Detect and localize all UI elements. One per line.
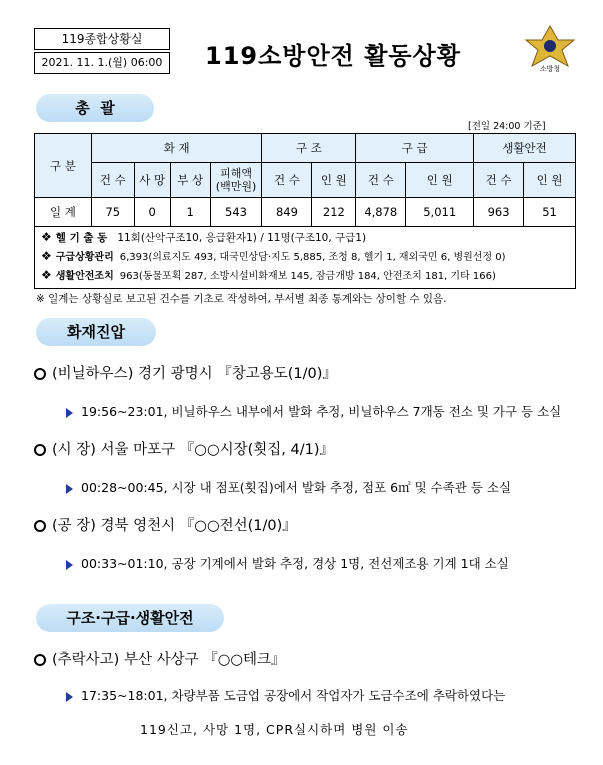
col-rescue: 구 조 [262, 134, 356, 163]
circle-icon [34, 368, 46, 380]
subcol: 인 원 [406, 163, 474, 198]
col-gubun: 구 분 [35, 134, 92, 198]
subcol: 부 상 [170, 163, 210, 198]
circle-icon [34, 444, 46, 456]
subcol: 건 수 [262, 163, 312, 198]
cell: 212 [312, 198, 356, 227]
cell: 4,878 [356, 198, 406, 227]
cell: 849 [262, 198, 312, 227]
agency-logo [520, 22, 580, 74]
cell: 51 [524, 198, 576, 227]
fire-item-1-head: (비닐하우스) 경기 광명시 『창고용도(1/0)』 [34, 362, 337, 383]
col-safety: 생활안전 [474, 134, 576, 163]
fire-item-3-head: (공 장) 경북 영천시 『○○전선(1/0)』 [34, 514, 297, 535]
cell: 1 [170, 198, 210, 227]
triangle-icon [66, 692, 73, 702]
fire-item-2-body: 00:28~00:45, 시장 내 점포(횟집)에서 발화 추정, 점포 6㎡ 및 수족관 등 소실 [66, 478, 511, 496]
subcol: 건 수 [474, 163, 524, 198]
subcol: 피해액 (백만원) [210, 163, 262, 198]
triangle-icon [66, 484, 73, 494]
report-date: 2021. 11. 1.(월) 06:00 [34, 52, 170, 74]
section-rescue-title: 구조·구급·생활안전 [36, 604, 224, 632]
logo-text: 소방청 [539, 65, 561, 73]
fire-item-2-head: (시 장) 서울 마포구 『○○시장(횟집, 4/1)』 [34, 438, 334, 459]
section-summary-title: 총 괄 [36, 94, 154, 122]
circle-icon [34, 654, 46, 666]
cell: 543 [210, 198, 262, 227]
col-fire: 화 재 [91, 134, 262, 163]
cell: 0 [134, 198, 170, 227]
cell: 963 [474, 198, 524, 227]
triangle-icon [66, 408, 73, 418]
rescue-item-1-body-cont: 119신고, 사망 1명, CPR실시하며 병원 이송 [140, 722, 409, 737]
diamond-icon: ❖ [41, 249, 52, 263]
subcol: 사 망 [134, 163, 170, 198]
fire-item-1-body: 19:56~23:01, 비닐하우스 내부에서 발화 추정, 비닐하우스 7개동 전소 및 가구 등 소실 [66, 402, 561, 420]
summary-table [34, 133, 576, 227]
row-label: 일 계 [35, 198, 92, 227]
triangle-icon [66, 560, 73, 570]
rescue-item-1-body: 17:35~18:01, 차량부품 도금업 공장에서 작업자가 도금수조에 추락하였다는 [66, 686, 505, 704]
diamond-icon: ❖ [41, 268, 52, 282]
section-fire-title: 화재진압 [36, 318, 156, 346]
basis-note: [전일 24:00 기준] [468, 121, 546, 132]
cell: 75 [91, 198, 134, 227]
subcol: 인 원 [312, 163, 356, 198]
note-safety-measures: ❖ 생활안전조치 963(동물포획 287, 소방시설비화재보 145, 잠금개방 184, 안전조치 181, 기타 166) [41, 268, 496, 282]
rescue-item-1-head: (추락사고) 부산 사상구 『○○테크』 [34, 648, 286, 669]
notes-box [34, 225, 576, 289]
subcol: 건 수 [91, 163, 134, 198]
page-title: 119소방안전 활동상황 [205, 42, 461, 70]
fire-item-3-body: 00:33~01:10, 공장 기계에서 발화 추정, 경상 1명, 전선제조용 기계 1대 소실 [66, 554, 509, 572]
subcol: 인 원 [524, 163, 576, 198]
subcol: 건 수 [356, 163, 406, 198]
circle-icon [34, 520, 46, 532]
note-helicopter: ❖ 헬 기 출 동 11회(산악구조10, 응급환자1) / 11명(구조10, 구급1) [41, 230, 367, 244]
table-row [35, 198, 576, 227]
cell: 5,011 [406, 198, 474, 227]
office-label: 119종합상황실 [34, 28, 170, 50]
diamond-icon: ❖ [41, 230, 52, 244]
footnote: ※ 일계는 상황실로 보고된 건수를 기초로 작성하여, 부서별 최종 통계와는 상이할 수 있음. [36, 293, 447, 305]
note-ems-management: ❖ 구급상황관리 6,393(의료지도 493, 대국민상담·지도 5,885, 조청 8, 헬기 1, 재외국민 6, 병원선정 0) [41, 249, 506, 263]
col-ems: 구 급 [356, 134, 474, 163]
